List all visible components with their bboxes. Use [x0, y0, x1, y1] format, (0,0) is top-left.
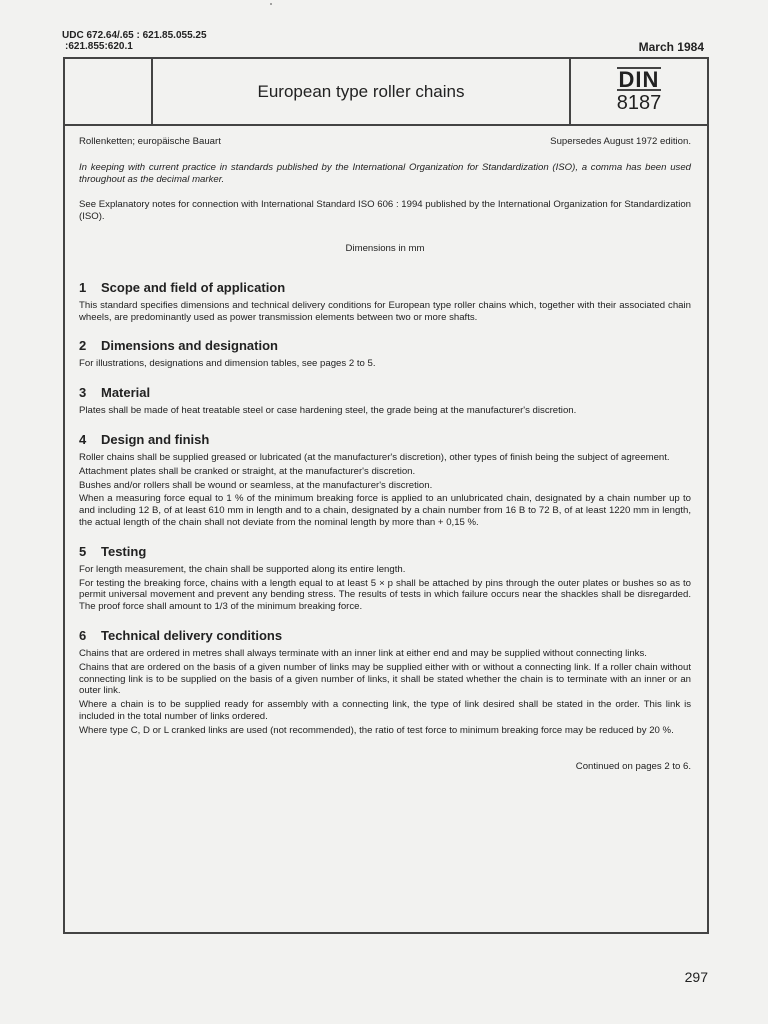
section-1	[79, 281, 691, 324]
section-paragraph: Plates shall be made of heat treatable steel or case hardening steel, the grade being at the manufacturer's discretion.	[79, 405, 577, 417]
section-6	[79, 629, 691, 737]
subtitle-row	[79, 136, 691, 148]
iso-decimal-note: In keeping with current practice in standards published by the International Organization for Standardization (ISO), a comma has been used throughout as the decimal marker.	[79, 161, 691, 185]
section-heading: 2 Dimensions and designation	[79, 338, 278, 354]
din-logo: DIN	[618, 67, 660, 92]
title-block	[65, 59, 707, 126]
german-title: Rollenketten; europäische Bauart	[79, 136, 221, 147]
udc-line-1: UDC 672.64/.65 : 621.85.055.25	[62, 30, 207, 41]
section-paragraph: When a measuring force equal to 1 % of the minimum breaking force is applied to an unlubricated chain, designated by a chain number up to and including 12 B, of at least 610 mm in length and to a chain, designated by a chain number from 16 B to 72 B, of at least 1220 mm in length, the actual length of the chain shall not deviate from the nominal length by more than + 0,15 %.	[79, 493, 691, 528]
udc-line-2: :621.855:620.1	[65, 41, 133, 52]
document-body	[79, 126, 691, 772]
section-heading: 4 Design and finish	[79, 431, 210, 447]
section-paragraph: Attachment plates shall be cranked or straight, at the manufacturer's discretion.	[79, 465, 416, 477]
section-paragraph: For testing the breaking force, chains with a length equal to at least 5 × p shall be attached by pins through the outer plates or bushes so as to permit universal movement and prevent any bending stress. The results of tests in which failure occurs near the shackles shall be disregarded. The proof force shall amount to 1/3 of the minimum breaking force.	[79, 577, 691, 613]
section-paragraph: This standard specifies dimensions and technical delivery conditions for European type roller chains which, together with their associated chain wheels, are predominantly used as power transmission elements between two or more shafts.	[79, 299, 691, 323]
document-frame	[63, 57, 709, 934]
section-heading: 3 Material	[79, 385, 151, 401]
section-paragraph: For length measurement, the chain shall be supported along its entire length.	[79, 563, 406, 575]
section-5	[79, 545, 691, 613]
section-heading: 6 Technical delivery conditions	[79, 627, 283, 643]
explanatory-note: See Explanatory notes for connection with International Standard ISO 606 : 1994 published by the International Organization for Standardization (ISO).	[79, 199, 691, 223]
section-paragraph: Chains that are ordered on the basis of a given number of links may be supplied either with or without a connecting link. If a roller chain without connecting link is to be supplied on the basis of a given number of links, it shall be stated whether the chain is to terminate with an inner or an outer link.	[79, 661, 691, 697]
section-paragraph: Where type C, D or L cranked links are used (not recommended), the ratio of test force to minimum breaking force may be reduced by 20 %.	[79, 724, 674, 736]
din-number: 8187	[616, 92, 662, 114]
document-title: European type roller chains	[153, 59, 571, 124]
scan-speck	[270, 3, 272, 5]
udc-code	[62, 30, 207, 52]
title-block-empty-cell	[65, 59, 153, 124]
section-paragraph: For illustrations, designations and dimension tables, see pages 2 to 5.	[79, 358, 376, 370]
section-heading: 1 Scope and field of application	[79, 279, 286, 295]
section-heading: 5 Testing	[79, 543, 147, 559]
section-2	[79, 339, 691, 370]
page-number: 297	[684, 969, 708, 985]
din-block	[571, 59, 707, 124]
issue-date: March 1984	[638, 40, 704, 54]
section-paragraph: Where a chain is to be supplied ready for assembly with a connecting link, the type of link desired shall be stated in the order. This link is included in the total number of links ordered.	[79, 699, 691, 722]
continued-note: Continued on pages 2 to 6.	[575, 760, 691, 772]
supersedes-note: Supersedes August 1972 edition.	[550, 136, 691, 147]
section-paragraph: Bushes and/or rollers shall be wound or seamless, at the manufacturer's discretion.	[79, 479, 433, 491]
section-paragraph: Chains that are ordered in metres shall always terminate with an inner link at either end and may be supplied without connecting links.	[79, 647, 647, 659]
section-paragraph: Roller chains shall be supplied greased or lubricated (at the manufacturer's discretion), other types of finish being the subject of agreement.	[79, 451, 670, 463]
dimensions-note: Dimensions in mm	[345, 242, 425, 254]
section-3	[79, 386, 691, 417]
section-4	[79, 433, 691, 529]
